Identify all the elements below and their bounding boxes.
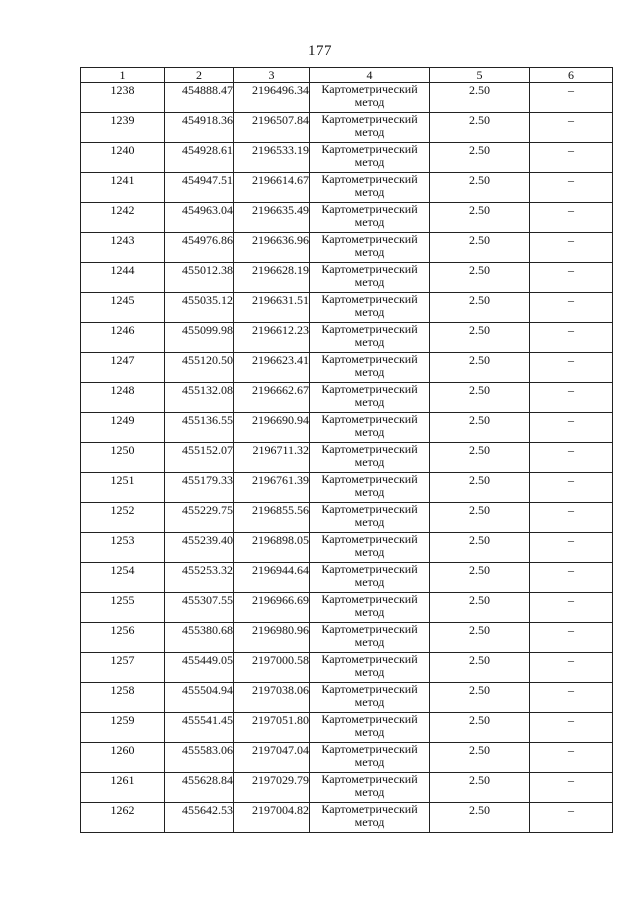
method-cell: [310, 413, 430, 443]
note-cell: –: [530, 83, 613, 113]
method-line-2: метод: [354, 244, 385, 259]
accuracy-cell: 2.50: [430, 263, 530, 293]
x-coordinate-cell: 455136.55: [165, 413, 234, 443]
x-coordinate-cell: 455449.05: [165, 653, 234, 683]
table-row: [81, 743, 613, 773]
method-line-2: метод: [354, 724, 385, 739]
accuracy-cell: 2.50: [430, 743, 530, 773]
y-coordinate-cell: 2196496.34: [234, 83, 310, 113]
y-coordinate-cell: 2196711.32: [234, 443, 310, 473]
note-cell: –: [530, 743, 613, 773]
accuracy-cell: 2.50: [430, 533, 530, 563]
note-cell: –: [530, 353, 613, 383]
method-cell: [310, 593, 430, 623]
note-cell: –: [530, 443, 613, 473]
method-cell: [310, 803, 430, 833]
method-line-2: метод: [354, 184, 385, 199]
note-cell: –: [530, 233, 613, 263]
note-cell: –: [530, 683, 613, 713]
method-line-1: Картометрический: [321, 712, 418, 726]
table-row: [81, 353, 613, 383]
point-number-cell: 1250: [81, 443, 165, 473]
method-cell: [310, 203, 430, 233]
method-cell: [310, 683, 430, 713]
point-number-cell: 1240: [81, 143, 165, 173]
method-line-2: метод: [354, 574, 385, 589]
y-coordinate-cell: 2196635.49: [234, 203, 310, 233]
x-coordinate-cell: 455099.98: [165, 323, 234, 353]
note-cell: –: [530, 113, 613, 143]
point-number-cell: 1256: [81, 623, 165, 653]
point-number-cell: 1247: [81, 353, 165, 383]
table-row: [81, 473, 613, 503]
accuracy-cell: 2.50: [430, 233, 530, 263]
method-line-2: метод: [354, 784, 385, 799]
x-coordinate-cell: 455179.33: [165, 473, 234, 503]
method-line-2: метод: [354, 274, 385, 289]
method-line-1: Картометрический: [321, 802, 418, 816]
header-cell-6: 6: [530, 68, 613, 83]
x-coordinate-cell: 455035.12: [165, 293, 234, 323]
table-row: [81, 563, 613, 593]
table-row: [81, 773, 613, 803]
table-row: [81, 443, 613, 473]
table-row: [81, 263, 613, 293]
method-line-2: метод: [354, 124, 385, 139]
y-coordinate-cell: 2197004.82: [234, 803, 310, 833]
x-coordinate-cell: 455307.55: [165, 593, 234, 623]
y-coordinate-cell: 2197029.79: [234, 773, 310, 803]
method-cell: [310, 473, 430, 503]
x-coordinate-cell: 455628.84: [165, 773, 234, 803]
note-cell: –: [530, 293, 613, 323]
method-line-2: метод: [354, 304, 385, 319]
note-cell: –: [530, 263, 613, 293]
y-coordinate-cell: 2196533.19: [234, 143, 310, 173]
table-row: [81, 383, 613, 413]
accuracy-cell: 2.50: [430, 143, 530, 173]
x-coordinate-cell: 454928.61: [165, 143, 234, 173]
method-line-1: Картометрический: [321, 112, 418, 126]
method-cell: [310, 443, 430, 473]
table-row: [81, 593, 613, 623]
header-cell-4: 4: [310, 68, 430, 83]
accuracy-cell: 2.50: [430, 203, 530, 233]
point-number-cell: 1244: [81, 263, 165, 293]
table-row: [81, 113, 613, 143]
method-line-1: Картометрический: [321, 502, 418, 516]
y-coordinate-cell: 2196614.67: [234, 173, 310, 203]
y-coordinate-cell: 2197000.58: [234, 653, 310, 683]
header-cell-2: 2: [165, 68, 234, 83]
x-coordinate-cell: 454963.04: [165, 203, 234, 233]
method-line-1: Картометрический: [321, 292, 418, 306]
table-row: [81, 413, 613, 443]
accuracy-cell: 2.50: [430, 803, 530, 833]
x-coordinate-cell: 454947.51: [165, 173, 234, 203]
point-number-cell: 1242: [81, 203, 165, 233]
point-number-cell: 1262: [81, 803, 165, 833]
accuracy-cell: 2.50: [430, 293, 530, 323]
method-cell: [310, 323, 430, 353]
method-line-2: метод: [354, 814, 385, 829]
accuracy-cell: 2.50: [430, 593, 530, 623]
table-row: [81, 83, 613, 113]
method-cell: [310, 653, 430, 683]
header-cell-3: 3: [234, 68, 310, 83]
method-line-2: метод: [354, 454, 385, 469]
accuracy-cell: 2.50: [430, 173, 530, 203]
note-cell: –: [530, 503, 613, 533]
method-line-1: Картометрический: [321, 742, 418, 756]
point-number-cell: 1246: [81, 323, 165, 353]
note-cell: –: [530, 203, 613, 233]
accuracy-cell: 2.50: [430, 323, 530, 353]
coordinates-table: [80, 67, 613, 833]
note-cell: –: [530, 413, 613, 443]
y-coordinate-cell: 2196507.84: [234, 113, 310, 143]
y-coordinate-cell: 2196690.94: [234, 413, 310, 443]
point-number-cell: 1254: [81, 563, 165, 593]
method-cell: [310, 563, 430, 593]
method-line-2: метод: [354, 94, 385, 109]
method-cell: [310, 83, 430, 113]
note-cell: –: [530, 593, 613, 623]
y-coordinate-cell: 2196631.51: [234, 293, 310, 323]
method-line-1: Картометрический: [321, 262, 418, 276]
point-number-cell: 1257: [81, 653, 165, 683]
accuracy-cell: 2.50: [430, 353, 530, 383]
table-row: [81, 203, 613, 233]
header-row: [81, 68, 613, 83]
method-line-1: Картометрический: [321, 172, 418, 186]
point-number-cell: 1248: [81, 383, 165, 413]
x-coordinate-cell: 455642.53: [165, 803, 234, 833]
x-coordinate-cell: 454888.47: [165, 83, 234, 113]
method-line-1: Картометрический: [321, 562, 418, 576]
method-cell: [310, 233, 430, 263]
note-cell: –: [530, 773, 613, 803]
method-line-2: метод: [354, 214, 385, 229]
y-coordinate-cell: 2196628.19: [234, 263, 310, 293]
table-row: [81, 623, 613, 653]
point-number-cell: 1249: [81, 413, 165, 443]
point-number-cell: 1255: [81, 593, 165, 623]
method-line-1: Картометрический: [321, 142, 418, 156]
header-cell-5: 5: [430, 68, 530, 83]
note-cell: –: [530, 803, 613, 833]
x-coordinate-cell: 455152.07: [165, 443, 234, 473]
y-coordinate-cell: 2196662.67: [234, 383, 310, 413]
method-line-1: Картометрический: [321, 472, 418, 486]
method-cell: [310, 383, 430, 413]
y-coordinate-cell: 2196966.69: [234, 593, 310, 623]
point-number-cell: 1241: [81, 173, 165, 203]
method-line-1: Картометрический: [321, 232, 418, 246]
method-line-1: Картометрический: [321, 412, 418, 426]
method-line-2: метод: [354, 664, 385, 679]
method-line-1: Картометрический: [321, 352, 418, 366]
method-line-1: Картометрический: [321, 652, 418, 666]
accuracy-cell: 2.50: [430, 413, 530, 443]
method-line-2: метод: [354, 544, 385, 559]
accuracy-cell: 2.50: [430, 563, 530, 593]
x-coordinate-cell: 455012.38: [165, 263, 234, 293]
x-coordinate-cell: 454976.86: [165, 233, 234, 263]
accuracy-cell: 2.50: [430, 83, 530, 113]
table-row: [81, 233, 613, 263]
x-coordinate-cell: 455239.40: [165, 533, 234, 563]
point-number-cell: 1260: [81, 743, 165, 773]
table-row: [81, 143, 613, 173]
point-number-cell: 1243: [81, 233, 165, 263]
table-row: [81, 323, 613, 353]
method-cell: [310, 713, 430, 743]
x-coordinate-cell: 455380.68: [165, 623, 234, 653]
y-coordinate-cell: 2197051.80: [234, 713, 310, 743]
table-row: [81, 533, 613, 563]
point-number-cell: 1252: [81, 503, 165, 533]
point-number-cell: 1258: [81, 683, 165, 713]
accuracy-cell: 2.50: [430, 773, 530, 803]
method-cell: [310, 773, 430, 803]
y-coordinate-cell: 2196944.64: [234, 563, 310, 593]
accuracy-cell: 2.50: [430, 443, 530, 473]
accuracy-cell: 2.50: [430, 473, 530, 503]
point-number-cell: 1238: [81, 83, 165, 113]
x-coordinate-cell: 455253.32: [165, 563, 234, 593]
table-body: [81, 83, 613, 833]
method-line-2: метод: [354, 514, 385, 529]
method-line-2: метод: [354, 484, 385, 499]
y-coordinate-cell: 2196980.96: [234, 623, 310, 653]
method-line-2: метод: [354, 604, 385, 619]
method-line-2: метод: [354, 694, 385, 709]
note-cell: –: [530, 473, 613, 503]
method-cell: [310, 533, 430, 563]
note-cell: –: [530, 383, 613, 413]
x-coordinate-cell: 455504.94: [165, 683, 234, 713]
method-line-2: метод: [354, 634, 385, 649]
note-cell: –: [530, 623, 613, 653]
method-line-1: Картометрический: [321, 442, 418, 456]
note-cell: –: [530, 713, 613, 743]
page-number: 177: [308, 43, 332, 59]
table-row: [81, 653, 613, 683]
y-coordinate-cell: 2196761.39: [234, 473, 310, 503]
y-coordinate-cell: 2196636.96: [234, 233, 310, 263]
x-coordinate-cell: 455132.08: [165, 383, 234, 413]
point-number-cell: 1251: [81, 473, 165, 503]
x-coordinate-cell: 455120.50: [165, 353, 234, 383]
accuracy-cell: 2.50: [430, 653, 530, 683]
method-cell: [310, 743, 430, 773]
y-coordinate-cell: 2196612.23: [234, 323, 310, 353]
y-coordinate-cell: 2197038.06: [234, 683, 310, 713]
accuracy-cell: 2.50: [430, 713, 530, 743]
method-cell: [310, 353, 430, 383]
accuracy-cell: 2.50: [430, 503, 530, 533]
point-number-cell: 1261: [81, 773, 165, 803]
note-cell: –: [530, 563, 613, 593]
note-cell: –: [530, 173, 613, 203]
method-cell: [310, 623, 430, 653]
table-row: [81, 803, 613, 833]
method-line-1: Картометрический: [321, 592, 418, 606]
x-coordinate-cell: 455583.06: [165, 743, 234, 773]
point-number-cell: 1259: [81, 713, 165, 743]
method-line-1: Картометрический: [321, 622, 418, 636]
method-cell: [310, 113, 430, 143]
method-line-1: Картометрический: [321, 322, 418, 336]
method-line-1: Картометрический: [321, 772, 418, 786]
accuracy-cell: 2.50: [430, 383, 530, 413]
point-number-cell: 1245: [81, 293, 165, 323]
accuracy-cell: 2.50: [430, 113, 530, 143]
method-cell: [310, 173, 430, 203]
y-coordinate-cell: 2196898.05: [234, 533, 310, 563]
x-coordinate-cell: 454918.36: [165, 113, 234, 143]
y-coordinate-cell: 2196623.41: [234, 353, 310, 383]
y-coordinate-cell: 2196855.56: [234, 503, 310, 533]
header-cell-1: 1: [81, 68, 165, 83]
method-cell: [310, 503, 430, 533]
method-line-2: метод: [354, 154, 385, 169]
accuracy-cell: 2.50: [430, 623, 530, 653]
table-row: [81, 293, 613, 323]
method-line-2: метод: [354, 334, 385, 349]
method-line-1: Картометрический: [321, 532, 418, 546]
table-row: [81, 683, 613, 713]
method-line-1: Картометрический: [321, 82, 418, 96]
method-cell: [310, 143, 430, 173]
table-row: [81, 503, 613, 533]
method-line-1: Картометрический: [321, 682, 418, 696]
x-coordinate-cell: 455229.75: [165, 503, 234, 533]
note-cell: –: [530, 653, 613, 683]
method-line-2: метод: [354, 754, 385, 769]
point-number-cell: 1239: [81, 113, 165, 143]
method-cell: [310, 263, 430, 293]
note-cell: –: [530, 143, 613, 173]
method-line-2: метод: [354, 364, 385, 379]
method-line-2: метод: [354, 394, 385, 409]
x-coordinate-cell: 455541.45: [165, 713, 234, 743]
method-line-1: Картометрический: [321, 202, 418, 216]
method-line-1: Картометрический: [321, 382, 418, 396]
accuracy-cell: 2.50: [430, 683, 530, 713]
method-line-2: метод: [354, 424, 385, 439]
note-cell: –: [530, 533, 613, 563]
table-row: [81, 713, 613, 743]
method-cell: [310, 293, 430, 323]
point-number-cell: 1253: [81, 533, 165, 563]
y-coordinate-cell: 2197047.04: [234, 743, 310, 773]
note-cell: –: [530, 323, 613, 353]
table-row: [81, 173, 613, 203]
